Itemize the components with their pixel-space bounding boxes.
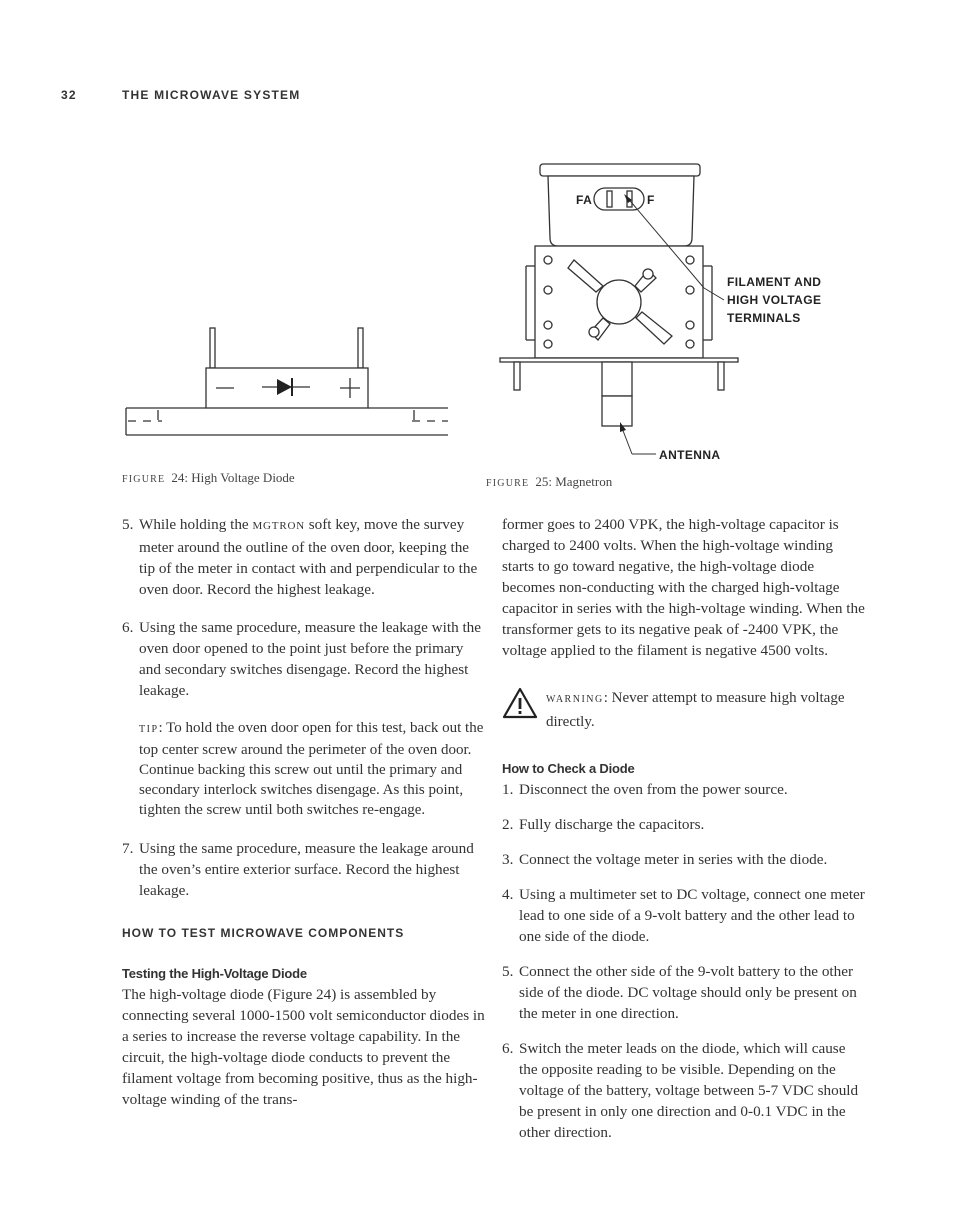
step-number: 1. xyxy=(502,781,514,798)
antenna-upper xyxy=(602,362,632,396)
warning-note xyxy=(502,687,866,733)
step-text: Using a multimeter set to DC voltage, connect one meter lead to one side of a 9-volt battery and the other lead to one side of the diode. xyxy=(519,886,865,945)
step-number: 2. xyxy=(502,816,514,833)
magnetron-figure xyxy=(498,160,743,460)
tip-text: : To hold the oven door open for this test, back out the top center screw around the perimeter of the oven door. Continue backing this screw out until the primary and secondary interlock switches disengage. As this point, tighten the screw until both switches re-engage. xyxy=(139,720,484,818)
tip-note xyxy=(139,718,486,820)
list-item xyxy=(122,514,486,600)
subheading: How to Check a Diode xyxy=(502,761,635,776)
figure-24-caption-text: 24: High Voltage Diode xyxy=(171,470,295,485)
warning-label: WARNING xyxy=(546,694,604,705)
filament-terminal-socket xyxy=(594,188,644,210)
list-item xyxy=(122,617,486,701)
magnetron-filter-box xyxy=(548,176,694,246)
step-number: 4. xyxy=(502,886,514,903)
list-item xyxy=(502,849,866,870)
step-number: 7. xyxy=(122,840,134,857)
step-text: Fully discharge the capacitors. xyxy=(519,816,705,833)
step-text: Using the same procedure, measure the leakage around the oven’s entire exterior surface. Record the highest leakage. xyxy=(139,840,474,899)
step-text: Connect the other side of the 9-volt battery to the other side of the diode. DC voltage should only be present on the meter in one direction. xyxy=(519,963,857,1022)
figure-25-caption-label: FIGURE xyxy=(486,478,530,489)
list-item xyxy=(122,838,486,901)
list-item xyxy=(502,1038,866,1143)
figure-25-caption-text: 25: Magnetron xyxy=(535,474,613,489)
warning-icon xyxy=(502,687,538,719)
step-number: 5. xyxy=(122,516,134,533)
high-voltage-diode-figure xyxy=(122,320,452,445)
list-item xyxy=(502,961,866,1024)
magnet-ring xyxy=(597,280,641,324)
warning-text-block xyxy=(546,687,866,733)
page-number: 32 xyxy=(61,88,77,102)
label-terminals-line-3: TERMINALS xyxy=(727,311,801,325)
mgtron-key-label: MGTRON xyxy=(252,520,305,532)
section-heading: HOW TO TEST MICROWAVE COMPONENTS xyxy=(122,926,405,940)
list-item xyxy=(502,779,866,800)
magnetron-top-cover xyxy=(540,164,700,176)
step-number: 6. xyxy=(122,619,134,636)
step-text: While holding the xyxy=(139,516,253,533)
step-text: soft key, move the survey meter around the outline of the oven door, keeping the tip of the meter in contact with and perpendicular to the oven door. Record the highest leakage. xyxy=(139,516,478,598)
label-fa: FA xyxy=(576,193,593,207)
step-text: Switch the meter leads on the diode, which will cause the opposite reading to be visible. Depending on the voltage of the battery, voltage between 5-7 VDC should be present in only one direction and 0-0.1 VDC in the other direction. xyxy=(519,1040,859,1141)
list-item xyxy=(502,814,866,835)
figure-25-caption xyxy=(486,474,612,490)
figure-24-caption xyxy=(122,470,295,486)
antenna-lower xyxy=(602,396,632,426)
label-antenna: ANTENNA xyxy=(659,448,721,462)
label-f: F xyxy=(647,193,655,207)
body-paragraph: The high-voltage diode (Figure 24) is assembled by connecting several 1000-1500 volt semiconductor diodes in a series to increase the reverse voltage capability. In the circuit, the high-voltage diode conducts to prevent the filament voltage from becoming positive, thus as the high-voltage winding of the trans- xyxy=(122,986,485,1108)
right-column xyxy=(502,514,866,1157)
body-paragraph: former goes to 2400 VPK, the high-voltage capacitor is charged to 2400 volts. When the high-voltage winding starts to go toward negative, the high-voltage diode becomes non-conducting with the charged high-voltage capacitor in series with the high-voltage winding. When the transformer gets to its negative peak of -2400 VPK, the voltage applied to the filament is negative 4500 volts. xyxy=(502,516,865,659)
label-terminals-line-1: FILAMENT AND xyxy=(727,275,822,289)
label-terminals-line-2: HIGH VOLTAGE xyxy=(727,293,822,307)
step-text: Using the same procedure, measure the leakage with the oven door opened to the point just before the primary and secondary switches disengage. Record the highest leakage. xyxy=(139,619,482,699)
running-header xyxy=(61,88,300,102)
step-number: 6. xyxy=(502,1040,514,1057)
warning-text: : Never attempt to measure high voltage directly. xyxy=(546,690,845,730)
step-number: 5. xyxy=(502,963,514,980)
tip-label: TIP xyxy=(139,724,159,735)
list-item xyxy=(502,884,866,947)
diode-right-terminal xyxy=(358,328,363,368)
step-text: Connect the voltage meter in series with the diode. xyxy=(519,851,828,868)
diode-left-terminal xyxy=(210,328,215,368)
step-text: Disconnect the oven from the power source. xyxy=(519,781,788,798)
label-filament-terminals xyxy=(727,273,821,327)
figure-24-caption-label: FIGURE xyxy=(122,474,166,485)
step-number: 3. xyxy=(502,851,514,868)
chapter-title: THE MICROWAVE SYSTEM xyxy=(122,88,301,102)
subheading: Testing the High-Voltage Diode xyxy=(122,966,307,981)
left-column xyxy=(122,514,486,1110)
